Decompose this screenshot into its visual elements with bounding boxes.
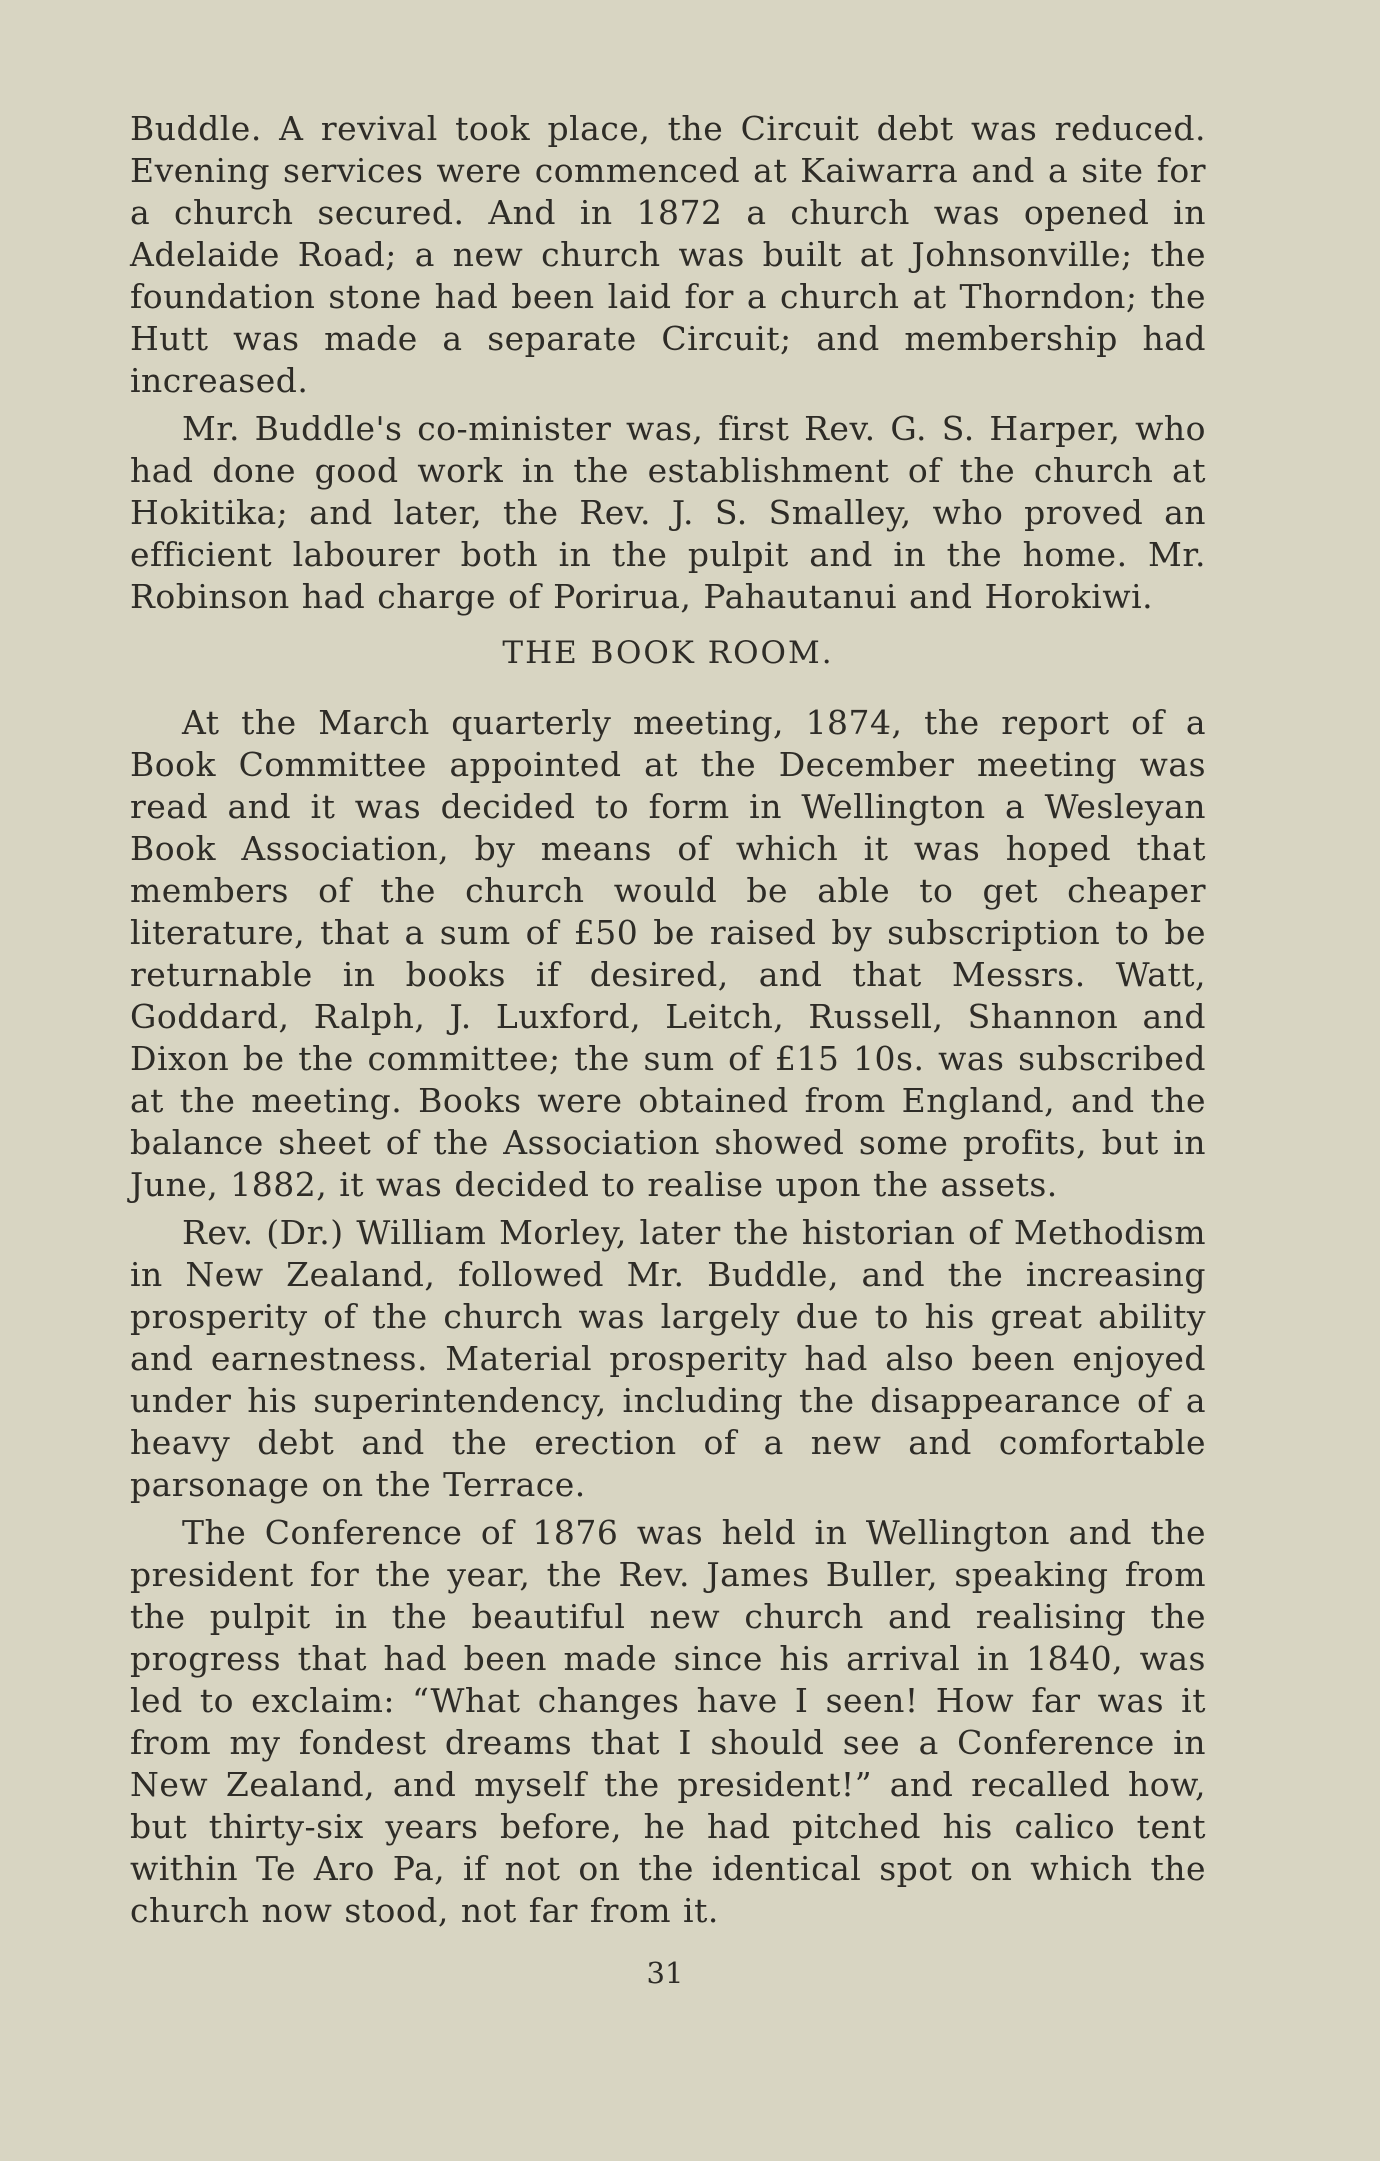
page-number: 31 [646, 1956, 684, 1990]
paragraph-conference-1876: The Conference of 1876 was held in Wellington and the president for the year, the Rev. James Buller, speaking from the pulpit in the beautiful new church and realising the progress that had been made since his arrival in 1840, was led to exclaim: “What changes have I seen! How far was it from my fondest dreams that I should see a Conference in New Zealand, and myself the president!” and recalled how, but thirty-six years before, he had pitched his calico tent within Te Aro Pa, if not on the identical spot on which the church now stood, not far from it. [130, 1513, 1206, 1930]
paragraph-co-minister: Mr. Buddle's co-minister was, first Rev. G. S. Harper, who had done good work in the establishment of the church at Hokitika; and later, the Rev. J. S. Smalley, who proved an efficient labourer both in the pulpit and in the home. Mr. Robinson had charge of Porirua, Pahautanui and Horokiwi. [130, 409, 1206, 616]
paragraph-buddle-circuit: Buddle. A revival took place, the Circuit debt was reduced. Evening services were commenced at Kaiwarra and a site for a church secured. And in 1872 a church was opened in Adelaide Road; a new church was built at Johnsonville; the foundation stone had been laid for a church at Thorndon; the Hutt was made a separate Circuit; and membership had increased. [130, 109, 1206, 400]
lower-text-block [130, 702, 1206, 1932]
section-heading-book-room: THE BOOK ROOM. [502, 635, 834, 671]
upper-text-block [130, 108, 1206, 618]
paragraph-book-association: At the March quarterly meeting, 1874, the report of a Book Committee appointed at the December meeting was read and it was decided to form in Wellington a Wesleyan Book Association, by means of which it was hoped that members of the church would be able to get cheaper literature, that a sum of £50 be raised by subscription to be returnable in books if desired, and that Messrs. Watt, Goddard, Ralph, J. Luxford, Leitch, Russell, Shannon and Dixon be the committee; the sum of £15 10s. was subscribed at the meeting. Books were obtained from England, and the balance sheet of the Association showed some profits, but in June, 1882, it was decided to realise upon the assets. [130, 703, 1206, 1204]
paragraph-morley: Rev. (Dr.) William Morley, later the historian of Methodism in New Zealand, followed Mr. Buddle, and the increasing prosperity of the church was largely due to his great ability and earnestness. Material prosperity had also been enjoyed under his superintendency, including the disappearance of a heavy debt and the erection of a new and comfortable parsonage on the Terrace. [130, 1213, 1206, 1504]
